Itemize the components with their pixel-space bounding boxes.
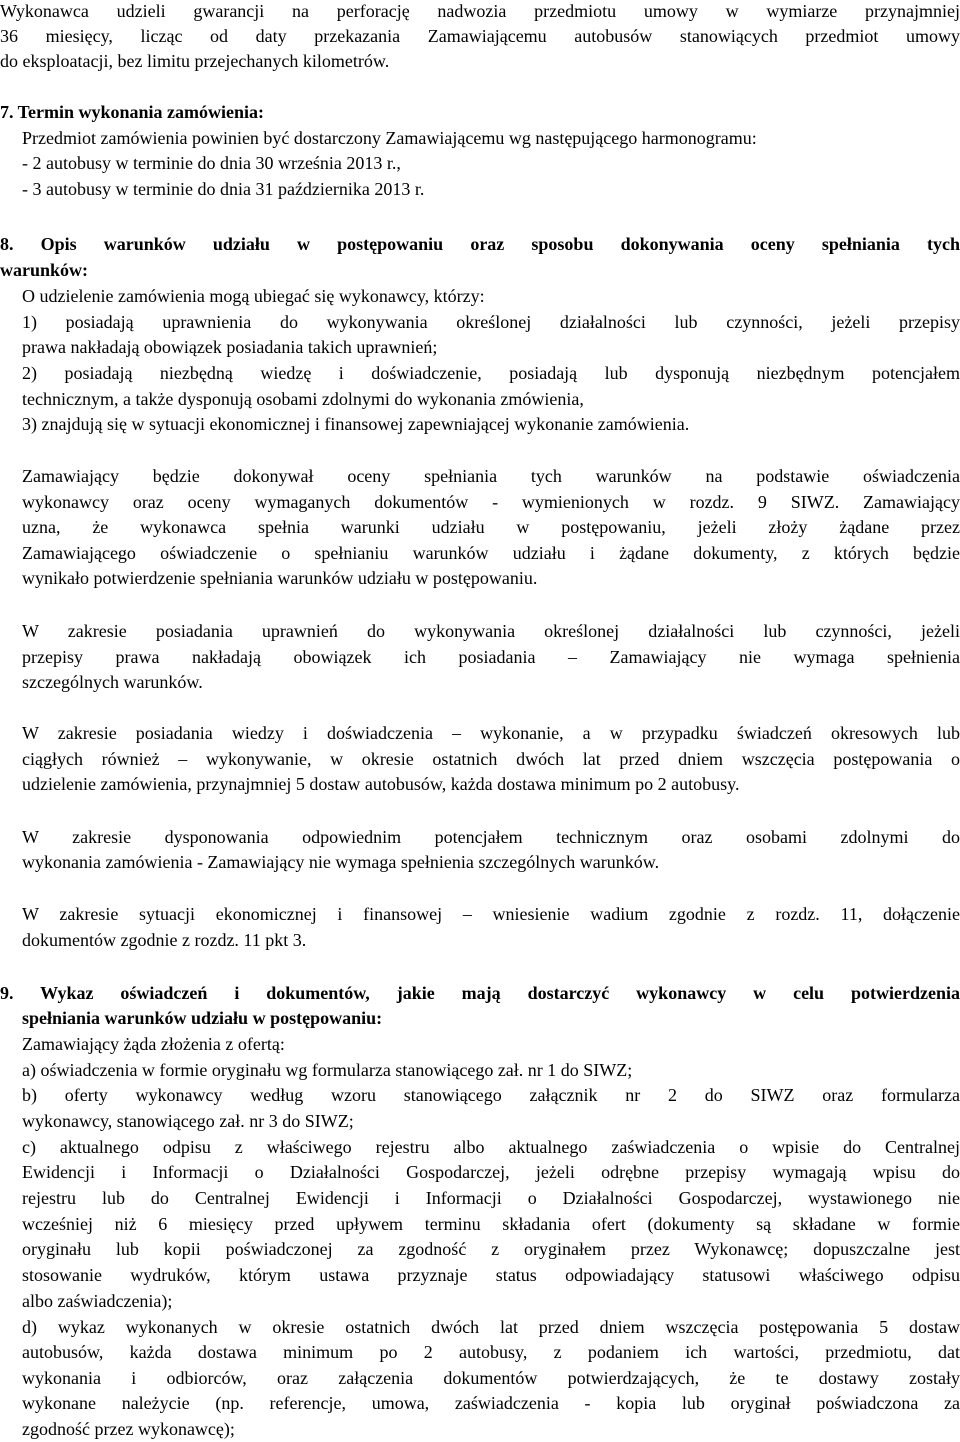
section-9-line: rejestru lub do Centralnej Ewidencji i Informacji o Działalności Gospodarczej, wystawionego nie [22, 1188, 960, 1208]
section-9-line: albo zaświadczenia); [22, 1291, 173, 1311]
section-9-line: Zamawiający żąda złożenia z ofertą: [22, 1034, 285, 1054]
paragraph-line: W zakresie sytuacji ekonomicznej i finansowej – wniesienie wadium zgodnie z rozdz. 11, dołączenie [22, 904, 960, 924]
paragraph-line: uzna, że wykonawca spełnia warunki udziału w postępowaniu, jeżeli złoży żądane przez [22, 517, 960, 537]
section-9-line: wcześniej niż 6 miesięcy przed upływem terminu składania ofert (dokumenty są składane w formie [22, 1214, 960, 1234]
section-7-line: - 3 autobusy w terminie do dnia 31 października 2013 r. [22, 179, 425, 199]
section-8-heading-cont: warunków: [0, 260, 89, 280]
section-9-line: a) oświadczenia w formie oryginału wg formularza stanowiącego zał. nr 1 do SIWZ; [22, 1060, 633, 1080]
section-8-line: 3) znajdują się w sytuacji ekonomicznej i finansowej zapewniającej wykonanie zamówienia. [22, 414, 690, 434]
intro-line: 36 miesięcy, licząc od daty przekazania Zamawiającemu autobusów stanowiących przedmiot umowy [0, 26, 960, 46]
section-9-line: c) aktualnego odpisu z właściwego rejestru albo aktualnego zaświadczenia o wpisie do Centralnej [22, 1137, 960, 1157]
section-9-line: b) oferty wykonawcy według wzoru stanowiącego załącznik nr 2 do SIWZ oraz formularza [22, 1085, 960, 1105]
section-9-heading: 9. Wykaz oświadczeń i dokumentów, jakie mają dostarczyć wykonawcy w celu potwierdzenia [0, 983, 960, 1003]
section-9-line: autobusów, każda dostawa minimum po 2 autobusy, z podaniem ich wartości, przedmiotu, dat [22, 1342, 960, 1362]
section-8-line: 1) posiadają uprawnienia do wykonywania określonej działalności lub czynności, jeżeli przepisy [22, 312, 960, 332]
paragraph-line: wynikało potwierdzenie spełniania warunków udziału w postępowaniu. [22, 568, 538, 588]
paragraph-line: udzielenie zamówienia, przynajmniej 5 dostaw autobusów, każda dostawa minimum po 2 autobusy. [22, 774, 740, 794]
paragraph-line: W zakresie dysponowania odpowiednim potencjałem technicznym oraz osobami zdolnymi do [22, 827, 960, 847]
paragraph-line: W zakresie posiadania uprawnień do wykonywania określonej działalności lub czynności, jeżeli [22, 621, 960, 641]
paragraph-line: dokumentów zgodnie z rozdz. 11 pkt 3. [22, 930, 307, 950]
intro-line: Wykonawca udzieli gwarancji na perforację nadwozia przedmiotu umowy w wymiarze przynajmniej [0, 1, 960, 21]
paragraph-line: wykonania zamówienia - Zamawiający nie wymaga spełnienia szczególnych warunków. [22, 852, 660, 872]
section-8-line: O udzielenie zamówienia mogą ubiegać się wykonawcy, którzy: [22, 286, 485, 306]
section-9-line: stosowanie wydruków, którym ustawa przyznaje status odpowiadający statusowi właściwego odpisu [22, 1265, 960, 1285]
section-8-line: 2) posiadają niezbędną wiedzę i doświadczenie, posiadają lub dysponują niezbędnym potencjałem [22, 363, 960, 383]
paragraph-line: Zamawiającego oświadczenie o spełnianiu warunków udziału i żądane dokumenty, z których będzie [22, 543, 960, 563]
section-7-line: Przedmiot zamówienia powinien być dostarczony Zamawiającemu wg następującego harmonogramu: [22, 128, 757, 148]
section-9-line: wykonania i odbiorców, oraz załączenia dokumentów potwierdzających, że te dostawy zostały [22, 1368, 960, 1388]
paragraph-line: Zamawiający będzie dokonywał oceny spełniania tych warunków na podstawie oświadczenia [22, 466, 960, 486]
section-9-line: zgodność przez wykonawcę); [22, 1419, 235, 1439]
section-8-line: technicznym, a także dysponują osobami zdolnymi do wykonania zmówienia, [22, 389, 584, 409]
section-9-line: Ewidencji i Informacji o Działalności Gospodarczej, jeżeli odrębne przepisy wymagają wpisu do [22, 1162, 960, 1182]
section-9-line: d) wykaz wykonanych w okresie ostatnich dwóch lat przed dniem wszczęcia postępowania 5 dostaw [22, 1317, 960, 1337]
section-9-line: oryginału lub kopii poświadczonej za zgodność z oryginałem przez Wykonawcę; dopuszczalne jest [22, 1239, 960, 1259]
paragraph-line: ciągłych również – wykonywanie, w okresie ostatnich dwóch lat przed dniem wszczęcia postępowania o [22, 749, 960, 769]
paragraph-line: W zakresie posiadania wiedzy i doświadczenia – wykonanie, a w przypadku świadczeń okresowych lub [22, 723, 960, 743]
paragraph-line: szczególnych warunków. [22, 672, 203, 692]
section-9-line: wykonawcy, stanowiącego zał. nr 3 do SIWZ; [22, 1111, 354, 1131]
paragraph-line: przepisy prawa nakładają obowiązek ich posiadania – Zamawiający nie wymaga spełnienia [22, 647, 960, 667]
section-8-line: prawa nakładają obowiązek posiadania takich uprawnień; [22, 337, 438, 357]
section-7-line: - 2 autobusy w terminie do dnia 30 września 2013 r., [22, 153, 401, 173]
section-7-heading: 7. Termin wykonania zamówienia: [0, 102, 265, 122]
section-8-heading: 8. Opis warunków udziału w postępowaniu oraz sposobu dokonywania oceny spełniania tych [0, 234, 960, 254]
section-9-heading-cont: spełniania warunków udziału w postępowaniu: [22, 1008, 383, 1028]
intro-line: do eksploatacji, bez limitu przejechanych kilometrów. [0, 51, 390, 71]
section-9-line: wykonane należycie (np. referencje, umowa, zaświadczenia - kopia lub oryginał poświadczona za [22, 1393, 960, 1413]
paragraph-line: wykonawcy oraz oceny wymaganych dokumentów - wymienionych w rozdz. 9 SIWZ. Zamawiający [22, 492, 960, 512]
